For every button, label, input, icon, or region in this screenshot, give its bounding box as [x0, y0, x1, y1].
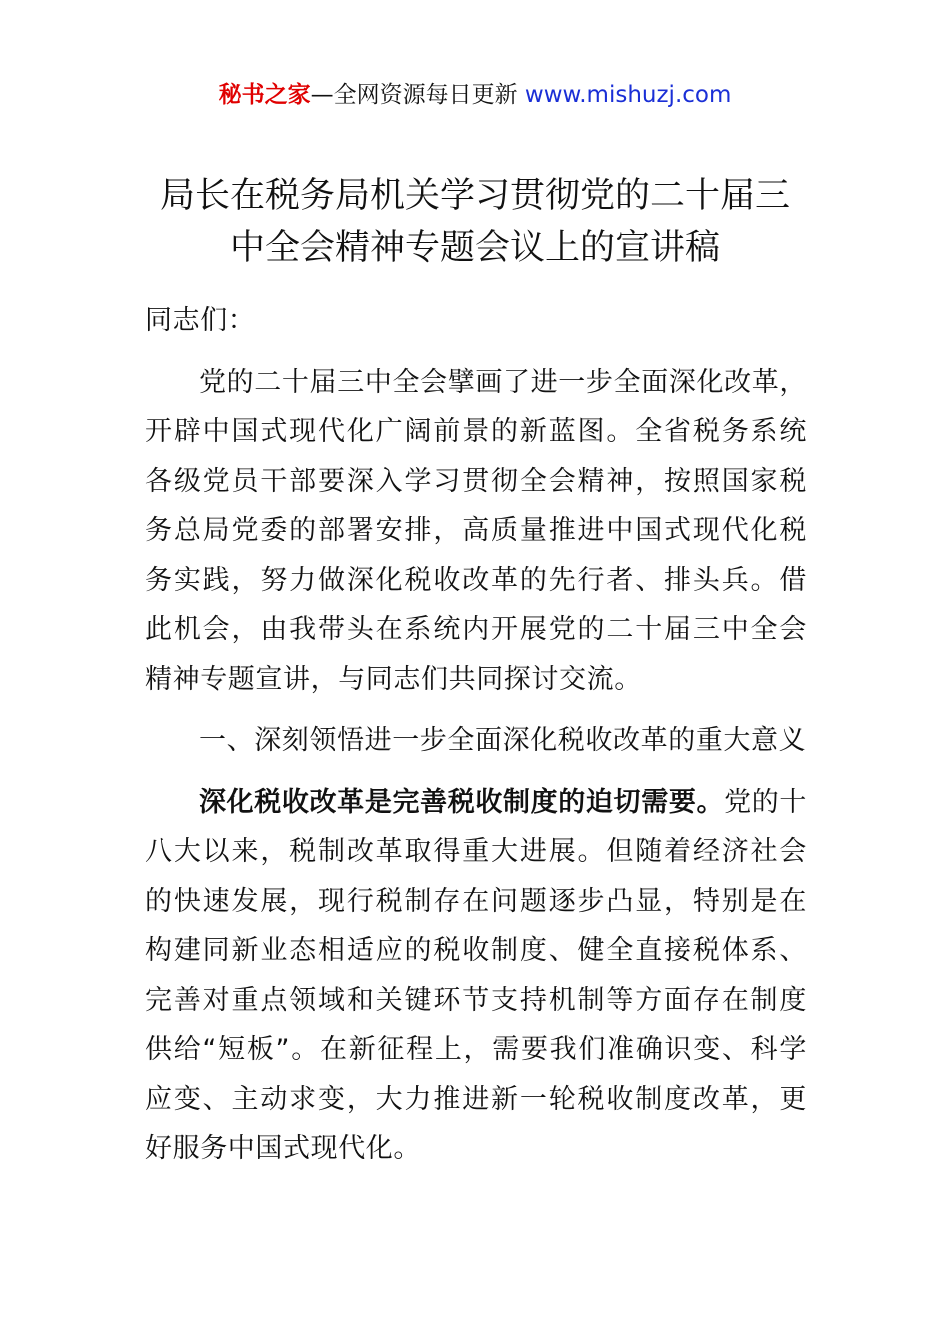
paragraph-body-text: 党的十八大以来，税制改革取得重大进展。但随着经济社会的快速发展，现行税制存在问题逐步凸显，特别是在构建同新业态相适应的税收制度、健全直接税体系、完善对重点领域和关键环节支持机制等方面存在制度供给“短板”。在新征程上，需要我们准确识变、科学应变、主动求变，大力推进新一轮税收制度改革，更好服务中国式现代化。	[145, 786, 807, 1164]
header-tagline: 全网资源每日更新	[333, 82, 525, 108]
paragraph-tax-reform	[145, 778, 807, 1174]
paragraph-intro: 党的二十届三中全会擘画了进一步全面深化改革，开辟中国式现代化广阔前景的新蓝图。全省税务系统各级党员干部要深入学习贯彻全会精神，按照国家税务总局党委的部署安排，高质量推进中国式现代化税务实践，努力做深化税收改革的先行者、排头兵。借此机会，由我带头在系统内开展党的二十届三中全会精神专题宣讲，与同志们共同探讨交流。	[145, 366, 807, 695]
site-url-link[interactable]: www.mishuzj.com	[524, 82, 732, 108]
document-title	[100, 170, 850, 274]
section-heading-1: 一、深刻领悟进一步全面深化税收改革的重大意义	[199, 725, 807, 756]
salutation: 同志们：	[145, 305, 256, 336]
title-line-1: 局长在税务局机关学习贯彻党的二十届三	[159, 176, 790, 216]
title-line-2: 中全会精神专题会议上的宣讲稿	[229, 228, 720, 268]
site-header	[0, 78, 950, 112]
header-dash: —	[310, 82, 334, 108]
document-body	[145, 296, 807, 1174]
paragraph-lead-sentence: 深化税收改革是完善税收制度的迫切需要。	[199, 786, 725, 818]
brand-name: 秘书之家	[218, 82, 311, 108]
